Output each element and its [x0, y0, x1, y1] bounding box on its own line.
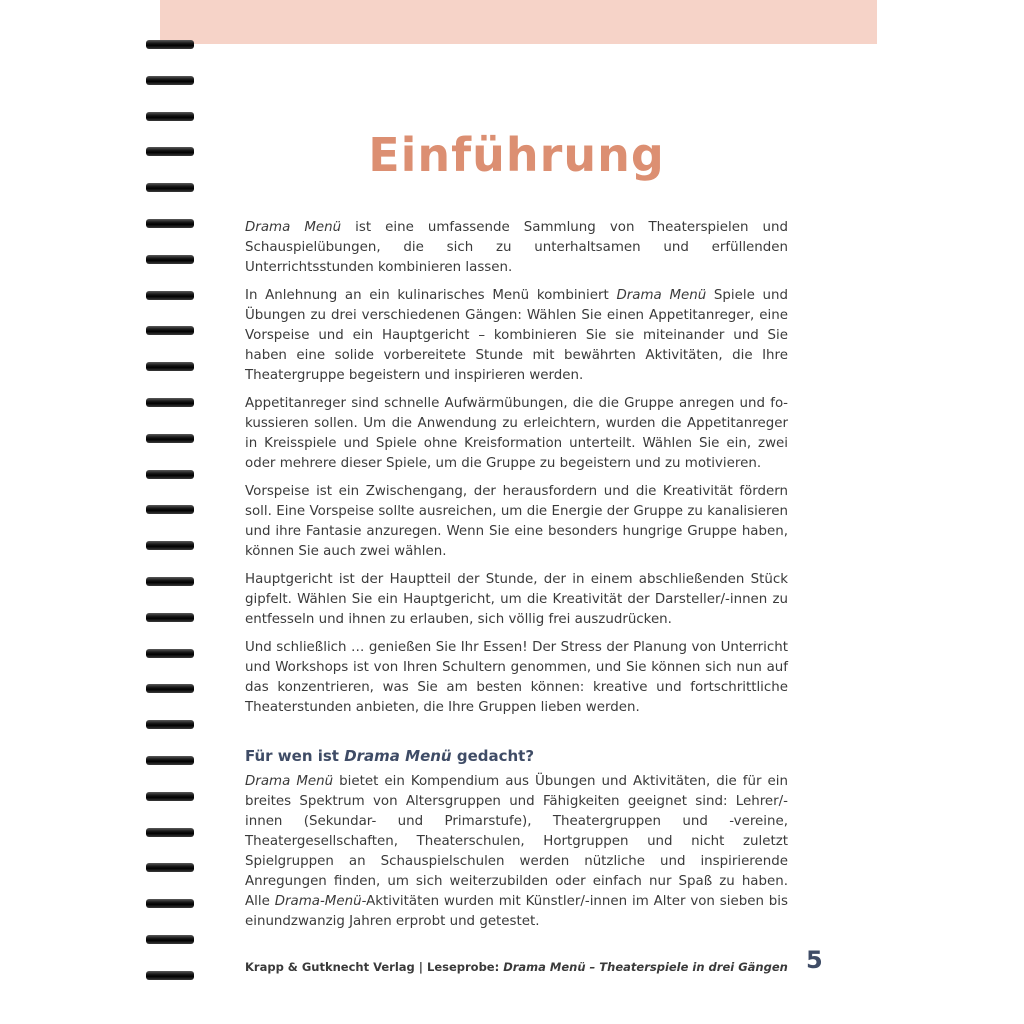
binding-coil: [146, 183, 194, 192]
binding-coil: [146, 720, 194, 729]
section-paragraph-1: Drama Menü bietet ein Kompendium aus Übungen und Aktivitäten, die für ein breites Spektrum von Altersgruppen und Fähigkeiten geeignet sind: Lehrer/-innen (Sekundar- und Primarstufe), Theatergruppen und -vereine, Theatergesellschaften, Theaterschulen, Hortgruppen und nicht zuletzt Spielgruppen an Schauspielschulen werden nützliche und inspirierende Anregungen finden, um sich weiterzubilden oder einfach nur Spaß zu haben. Alle Drama-Menü-Aktivitäten wurden mit Künstler/-innen im Alter von sieben bis einundzwanzig Jahren erprobt und getestet.: [245, 774, 788, 929]
footer-book-title: Drama Menü – Theaterspiele in drei Gängen: [503, 960, 788, 974]
binding-coil: [146, 76, 194, 85]
page-title: Einführung: [368, 128, 665, 182]
binding-coil: [146, 505, 194, 514]
binding-coil: [146, 863, 194, 872]
header-band-torn-edge: [160, 38, 877, 50]
intro-paragraph-3: Appetitanreger sind schnelle Aufwärmübungen, die die Gruppe anregen und fokussieren sollen. Um die Anwendung zu erleichtern, wurden die Appetitanreger in Kreisspiele und Spiele ohne Kreisformation unterteilt. Wählen Sie ein, zwei oder mehrere dieser Spiele, um die Gruppe zu begeistern und zu motivieren.: [245, 396, 788, 471]
intro-paragraph-1: Drama Menü ist eine umfassende Sammlung von Theaterspielen und Schauspielübungen, die sich zu unterhaltsamen und erfüllenden Unterrichtsstunden kombinieren lassen.: [245, 220, 788, 275]
book-name: Drama Menü: [245, 774, 334, 789]
binding-coil: [146, 971, 194, 980]
spiral-binding-icon: [146, 34, 196, 994]
binding-coil: [146, 255, 194, 264]
binding-coil: [146, 40, 194, 49]
page-number: 5: [806, 946, 823, 974]
binding-coil: [146, 362, 194, 371]
section-heading: Für wen ist Drama Menü gedacht?: [245, 747, 535, 765]
binding-coil: [146, 899, 194, 908]
binding-coil: [146, 291, 194, 300]
binding-coil: [146, 756, 194, 765]
binding-coil: [146, 147, 194, 156]
intro-paragraph-2: In Anlehnung an ein kulinarisches Menü kombiniert Drama Menü Spiele und Übungen zu drei verschiedenen Gängen: Wählen Sie einen Appetitanreger, eine Vorspeise und ein Hauptgericht – kombinieren Sie sie miteinander und Sie haben eine solide vorbereitete Stunde mit bewährten Aktivitäten, die Ihre Theatergruppe begeistern und inspirieren werden.: [245, 288, 789, 383]
book-name: Drama-Menü: [274, 894, 362, 909]
binding-coil: [146, 792, 194, 801]
book-name: Drama Menü: [245, 220, 342, 235]
binding-coil: [146, 112, 194, 121]
binding-coil: [146, 398, 194, 407]
binding-coil: [146, 434, 194, 443]
page-body: [245, 218, 788, 940]
intro-paragraph-5: Hauptgericht ist der Hauptteil der Stunde, der in einem abschließenden Stück gipfelt. Wählen Sie ein Hauptgericht, um die Kreativität der Darsteller/-innen zu entfesseln und ihnen zu erlauben, sich völlig frei auszudrücken.: [245, 572, 788, 627]
footer-publisher: Krapp & Gutknecht Verlag | Leseprobe:: [245, 960, 504, 974]
binding-coil: [146, 326, 194, 335]
binding-coil: [146, 649, 194, 658]
intro-paragraph-4: Vorspeise ist ein Zwischengang, der herausfordern und die Kreativität fördern soll. Eine Vorspeise sollte ausreichen, um die Energie der Gruppe zu kanalisieren und ihre Fantasie anzuregen. Wenn Sie eine besonders hungrige Gruppe haben, können Sie auch zwei wählen.: [245, 484, 788, 559]
binding-coil: [146, 935, 194, 944]
binding-coil: [146, 613, 194, 622]
binding-coil: [146, 577, 194, 586]
binding-coil: [146, 828, 194, 837]
binding-coil: [146, 219, 194, 228]
binding-coil: [146, 470, 194, 479]
page-footer: [245, 960, 788, 974]
binding-coil: [146, 684, 194, 693]
book-name: Drama Menü: [616, 288, 707, 303]
intro-paragraph-6: Und schließlich … genießen Sie Ihr Essen! Der Stress der Planung von Unterricht und Workshops ist von Ihren Schultern genommen, und Sie können sich nun auf das konzentrieren, was Sie am besten können: kreative und fortschrittliche Theaterstunden anbieten, die Ihre Gruppen lieben werden.: [245, 640, 788, 715]
binding-coil: [146, 541, 194, 550]
